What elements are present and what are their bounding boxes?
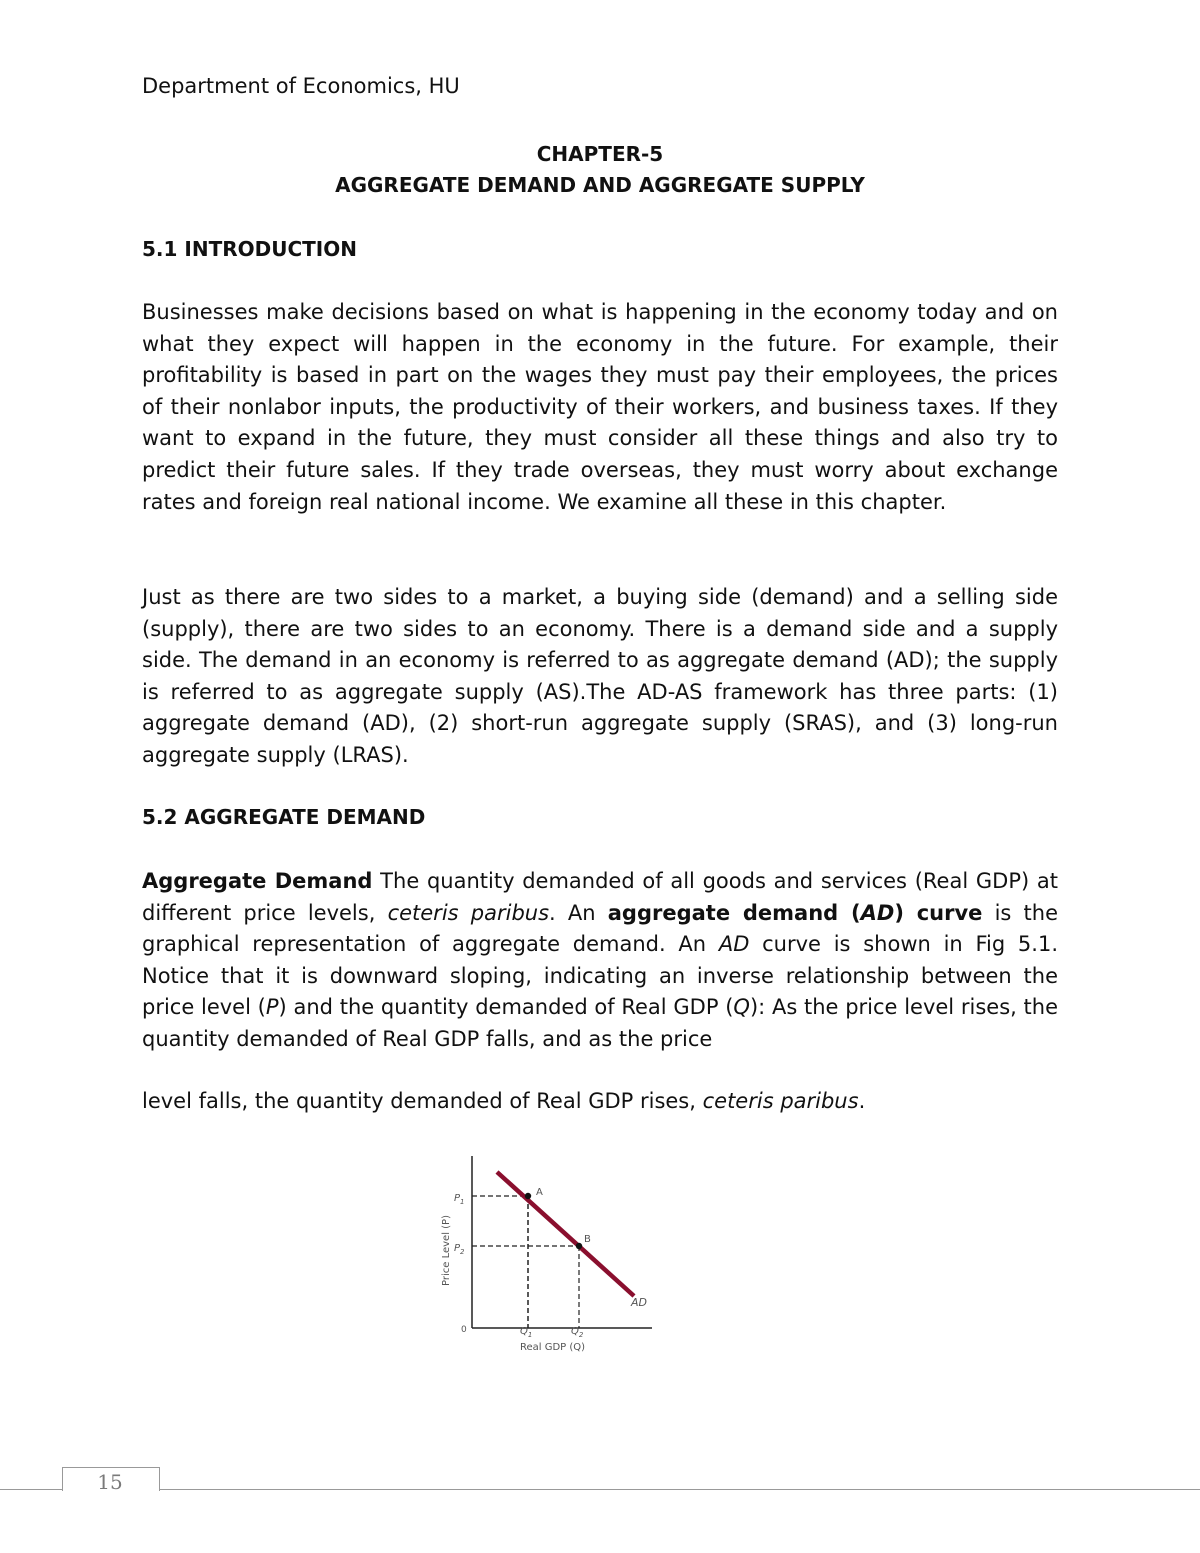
point-b-label: B: [584, 1234, 591, 1245]
page-number: 15: [97, 1470, 123, 1494]
term-ad-curve-end: ) curve: [894, 900, 983, 925]
ceteris-paribus-text: ceteris paribus: [387, 900, 550, 925]
para-text: ): As the price level rises, the quantity demanded of Real GDP falls, and as the price: [142, 995, 1059, 1051]
point-b: [576, 1243, 582, 1249]
aggregate-demand-paragraph: [142, 866, 1058, 1056]
term-aggregate-demand: Aggregate Demand: [142, 869, 373, 893]
para-text: is the graphical representation of aggregate demand. An: [142, 900, 1059, 957]
ad-curve: [497, 1172, 634, 1296]
q1-tick-label: $Q_1$: [520, 1326, 533, 1339]
p2-tick-label: $P_2$: [454, 1243, 465, 1256]
para-text: .: [858, 1089, 866, 1113]
para-text: ) and the quantity demanded of Real GDP (: [278, 995, 734, 1020]
aggregate-demand-figure: [424, 1152, 664, 1362]
department-header: Department of Economics, HU: [142, 74, 460, 98]
chapter-title: AGGREGATE DEMAND AND AGGREGATE SUPPLY: [335, 173, 865, 197]
footer-rule: [0, 1489, 1200, 1490]
x-axis-label: Real GDP (Q): [520, 1342, 586, 1353]
section-heading-introduction: 5.1 INTRODUCTION: [142, 237, 357, 261]
para-text: level falls, the quantity demanded of Real GDP rises,: [142, 1089, 703, 1113]
origin-label: 0: [461, 1325, 467, 1335]
p1-tick-label: $P_1$: [454, 1193, 465, 1206]
y-axis-label: Price Level (P): [441, 1215, 452, 1286]
para-text: . An: [549, 900, 608, 925]
term-ad-curve: aggregate demand (: [607, 900, 861, 925]
q2-tick-label: $Q_2$: [571, 1326, 584, 1339]
section-heading-aggregate-demand: 5.2 AGGREGATE DEMAND: [142, 805, 426, 829]
chapter-number: CHAPTER-5: [536, 142, 664, 166]
q-symbol: Q: [733, 995, 750, 1020]
p-symbol: P: [265, 995, 279, 1020]
intro-paragraph-1: Businesses make decisions based on what is happening in the economy today and on what they expect will happen in the economy in the future. For example, their profitability is based in part on the wages they must pay their employees, the prices of their nonlabor inputs, the productivity of their workers, and business taxes. If they want to expand in the future, they must consider all these things and also try to predict their future sales. If they trade overseas, they must worry about exchange rates and foreign real national income. We examine all these in this chapter.: [142, 300, 1058, 514]
ceteris-paribus-text: ceteris paribus: [702, 1089, 859, 1113]
aggregate-demand-paragraph-continued: [142, 1086, 1058, 1118]
point-a-label: A: [536, 1187, 543, 1198]
term-ad-abbrev: AD: [860, 900, 895, 925]
para-text: The quantity demanded of all goods and services (Real GDP) at different price levels,: [142, 869, 1058, 925]
ad-abbrev: AD: [718, 932, 750, 957]
ad-curve-label: AD: [631, 1296, 647, 1309]
para-text: curve is shown in Fig 5.1. Notice that it is downward sloping, indicating an inverse relationship between the price level (: [142, 932, 1059, 1020]
intro-paragraph-2: Just as there are two sides to a market, a buying side (demand) and a selling side (supply), there are two sides to an economy. There is a demand side and a supply side. The demand in an economy is referred to as aggregate demand (AD); the supply is referred to as aggregate supply (AS).The AD-AS framework has three parts: (1) aggregate demand (AD), (2) short-run aggregate supply (SRAS), and (3) long-run aggregate supply (LRAS).: [142, 585, 1058, 767]
point-a: [525, 1193, 531, 1199]
